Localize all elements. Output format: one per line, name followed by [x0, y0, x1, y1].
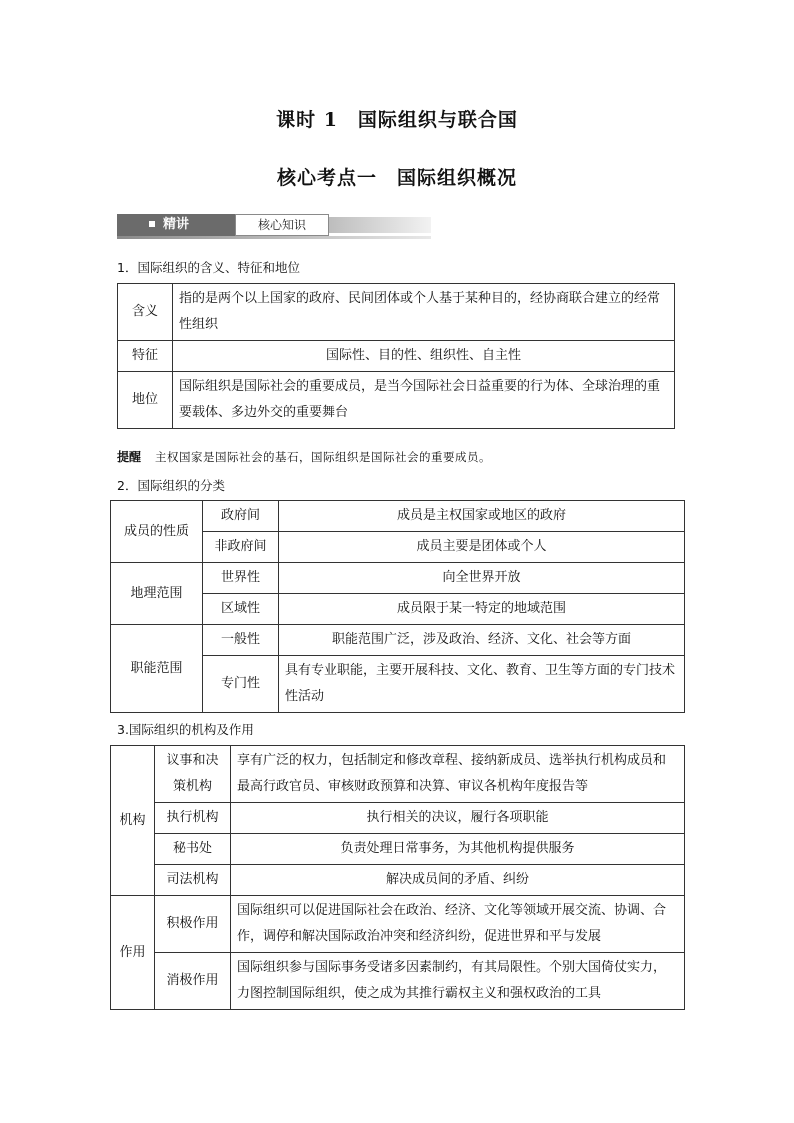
desc-cell: 向全世界开放 [279, 563, 685, 594]
table-row [111, 896, 685, 953]
table-row [111, 625, 685, 656]
section-banner [117, 214, 431, 240]
heading-classification: 2．国际组织的分类 [117, 478, 225, 493]
type-cell: 消极作用 [155, 953, 231, 1010]
type-cell: 议事和决策机构 [155, 746, 231, 803]
definition-table [117, 283, 675, 429]
desc-cell: 执行相关的决议，履行各项职能 [231, 803, 685, 834]
reminder-text: 主权国家是国际社会的基石，国际组织是国际社会的重要成员。 [155, 450, 492, 464]
type-cell: 区域性 [203, 594, 279, 625]
group-name: 机构 [111, 746, 155, 896]
group-name: 职能范围 [111, 625, 203, 713]
heading-definition: 1．国际组织的含义、特征和地位 [117, 260, 300, 275]
table-row [111, 563, 685, 594]
banner-left-text: 精讲 [163, 217, 190, 232]
table-row [111, 953, 685, 1010]
desc-cell: 国际组织可以促进国际社会在政治、经济、文化等领域开展交流、协调、合作，调停和解决国际政治冲突和经济纠纷，促进世界和平与发展 [231, 896, 685, 953]
heading-structure: 3.国际组织的机构及作用 [117, 722, 254, 737]
type-cell: 执行机构 [155, 803, 231, 834]
row-value: 国际性、目的性、组织性、自主性 [173, 341, 675, 372]
type-cell: 世界性 [203, 563, 279, 594]
classification-table [110, 500, 685, 713]
table-row [118, 284, 675, 341]
table-row [111, 865, 685, 896]
row-label: 特征 [118, 341, 173, 372]
desc-cell: 解决成员间的矛盾、纠纷 [231, 865, 685, 896]
desc-cell: 享有广泛的权力，包括制定和修改章程、接纳新成员、选举执行机构成员和最高行政官员、审核财政预算和决算、审议各机构年度报告等 [231, 746, 685, 803]
section-title: 核心考点一 国际组织概况 [276, 167, 517, 189]
row-value: 指的是两个以上国家的政府、民间团体或个人基于某种目的，经协商联合建立的经常性组织 [173, 284, 675, 341]
banner-fade-bar [329, 217, 431, 233]
row-label: 含义 [118, 284, 173, 341]
reminder-label: 提醒 [117, 450, 142, 464]
desc-cell: 成员主要是团体或个人 [279, 532, 685, 563]
reminder-note [117, 448, 491, 465]
table-row [118, 341, 675, 372]
table-row [111, 803, 685, 834]
desc-cell: 负责处理日常事务，为其他机构提供服务 [231, 834, 685, 865]
banner-label-light: 核心知识 [235, 214, 329, 236]
row-value: 国际组织是国际社会的重要成员，是当今国际社会日益重要的行为体、全球治理的重要载体、多边外交的重要舞台 [173, 372, 675, 429]
table-row [111, 834, 685, 865]
type-cell: 积极作用 [155, 896, 231, 953]
type-cell: 一般性 [203, 625, 279, 656]
desc-cell: 成员限于某一特定的地域范围 [279, 594, 685, 625]
structure-table [110, 745, 685, 1010]
group-name: 成员的性质 [111, 501, 203, 563]
group-name: 作用 [111, 896, 155, 1010]
table-row [111, 746, 685, 803]
group-name: 地理范围 [111, 563, 203, 625]
table-row [111, 501, 685, 532]
type-cell: 秘书处 [155, 834, 231, 865]
desc-cell: 职能范围广泛，涉及政治、经济、文化、社会等方面 [279, 625, 685, 656]
type-cell: 非政府间 [203, 532, 279, 563]
desc-cell: 成员是主权国家或地区的政府 [279, 501, 685, 532]
banner-label-dark [117, 214, 235, 236]
table-row [118, 372, 675, 429]
type-cell: 专门性 [203, 656, 279, 713]
banner-underline [117, 236, 431, 239]
lesson-title: 课时 1 国际组织与联合国 [276, 109, 518, 131]
type-cell: 司法机构 [155, 865, 231, 896]
type-cell: 政府间 [203, 501, 279, 532]
desc-cell: 具有专业职能，主要开展科技、文化、教育、卫生等方面的专门技术性活动 [279, 656, 685, 713]
square-bullet-icon [149, 221, 155, 227]
desc-cell: 国际组织参与国际事务受诸多因素制约，有其局限性。个别大国倚仗实力，力图控制国际组织，使之成为其推行霸权主义和强权政治的工具 [231, 953, 685, 1010]
row-label: 地位 [118, 372, 173, 429]
